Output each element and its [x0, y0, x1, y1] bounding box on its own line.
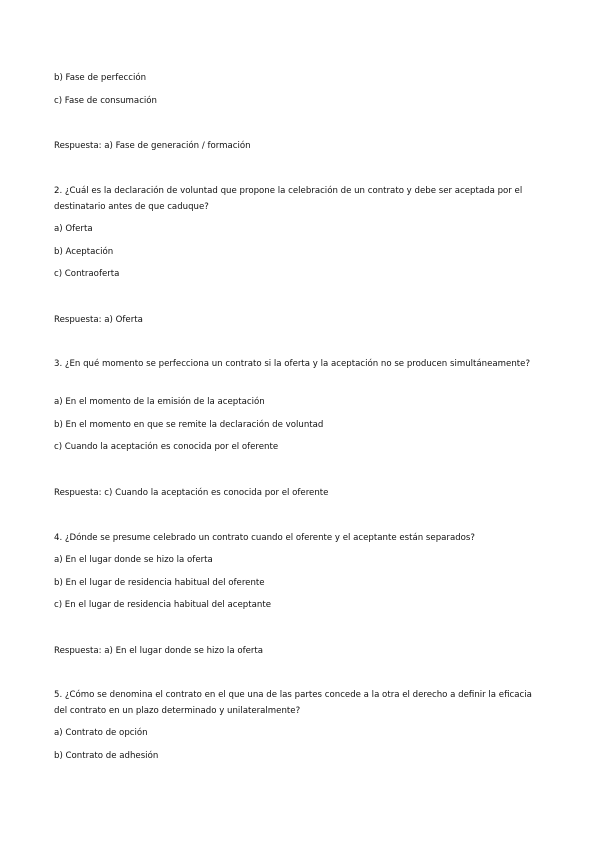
q3-option-c: c) Cuando la aceptación es conocida por el oferente — [54, 442, 279, 452]
q5-question: 5. ¿Cómo se denomina el contrato en el que una de las partes concede a la otra el derecho a definir la eficacia del contrato en un plazo determinado y unilateralmente? — [54, 690, 532, 716]
q5-option-b: b) Contrato de adhesión — [54, 751, 159, 761]
q4-option-b: b) En el lugar de residencia habitual del oferente — [54, 578, 265, 588]
q4-option-c: c) En el lugar de residencia habitual del aceptante — [54, 600, 272, 610]
q1-option-c: c) Fase de consumación — [54, 96, 158, 106]
q2-option-a: a) Oferta — [54, 224, 93, 234]
q4-option-a: a) En el lugar donde se hizo la oferta — [54, 555, 213, 565]
q2-question: 2. ¿Cuál es la declaración de voluntad que propone la celebración de un contrato y debe ser aceptada por el destinatario antes de que caduque? — [54, 186, 523, 212]
q5-option-a: a) Contrato de opción — [54, 728, 148, 738]
q2-answer: Respuesta: a) Oferta — [54, 315, 143, 325]
q3-question: 3. ¿En qué momento se perfecciona un contrato si la oferta y la aceptación no se producen simultáneamente? — [54, 359, 531, 369]
q1-option-b: b) Fase de perfección — [54, 73, 147, 83]
q4-answer: Respuesta: a) En el lugar donde se hizo la oferta — [54, 646, 264, 656]
q3-option-a: a) En el momento de la emisión de la aceptación — [54, 397, 265, 407]
q1-answer: Respuesta: a) Fase de generación / formación — [54, 141, 251, 151]
q3-answer: Respuesta: c) Cuando la aceptación es conocida por el oferente — [54, 488, 329, 498]
q2-option-b: b) Aceptación — [54, 247, 114, 257]
q3-option-b: b) En el momento en que se remite la declaración de voluntad — [54, 420, 324, 430]
q2-option-c: c) Contraoferta — [54, 269, 120, 279]
q4-question: 4. ¿Dónde se presume celebrado un contrato cuando el oferente y el aceptante están separados? — [54, 533, 475, 543]
